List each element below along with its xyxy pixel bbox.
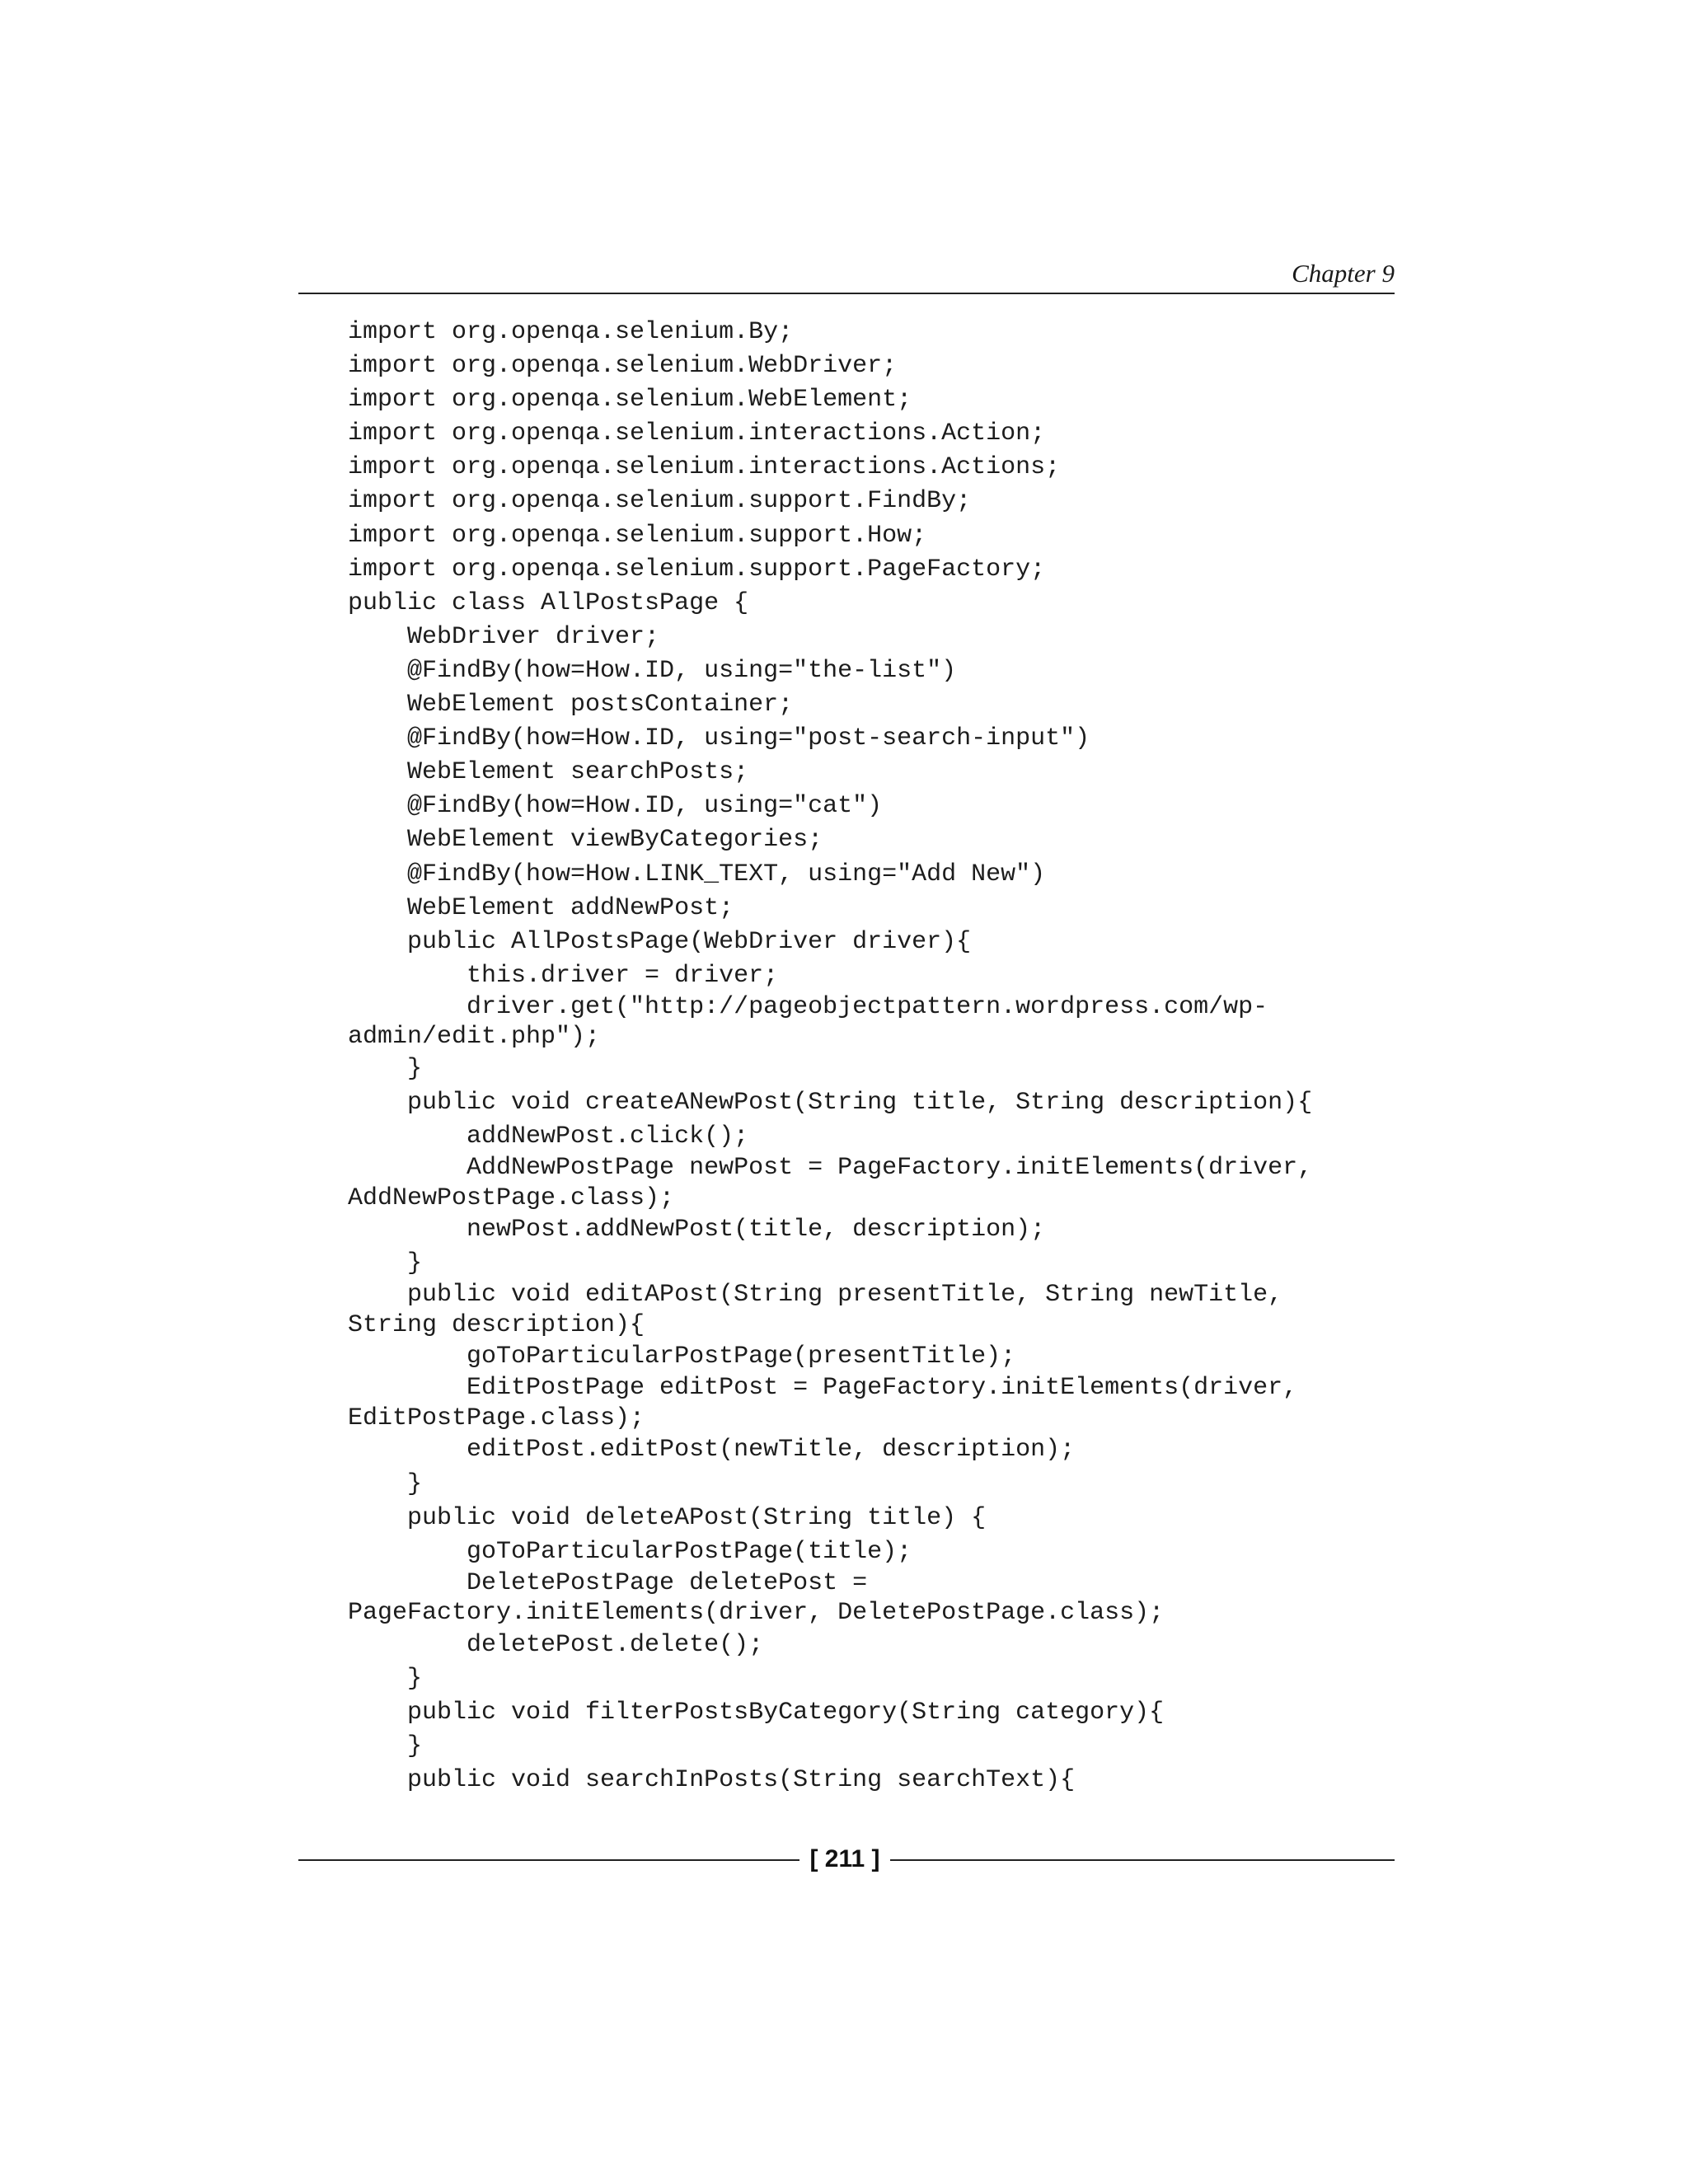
code-line: import org.openqa.selenium.WebDriver; [348, 352, 898, 381]
code-line: } [348, 1664, 423, 1693]
code-line-continuation: String description){ [348, 1310, 645, 1339]
code-line: WebElement postsContainer; [348, 691, 794, 719]
code-line: editPost.editPost(newTitle, description); [348, 1436, 1076, 1465]
code-line: public void searchInPosts(String searchText){ [348, 1766, 1076, 1795]
page-footer [298, 1843, 1395, 1876]
code-line-continuation: AddNewPostPage.class); [348, 1183, 675, 1212]
code-line: addNewPost.click(); [348, 1122, 749, 1151]
code-line: import org.openqa.selenium.support.How; [348, 521, 927, 550]
code-line: import org.openqa.selenium.interactions.Actions; [348, 453, 1061, 482]
header-rule [298, 293, 1395, 294]
code-line: public AllPostsPage(WebDriver driver){ [348, 927, 972, 956]
code-line: public void deleteAPost(String title) { [348, 1503, 987, 1532]
code-line: } [348, 1469, 423, 1498]
footer-rule-left [298, 1859, 799, 1861]
code-line: import org.openqa.selenium.support.PageFactory; [348, 555, 1046, 583]
code-line: deletePost.delete(); [348, 1630, 764, 1659]
code-line: import org.openqa.selenium.By; [348, 318, 794, 346]
code-line-continuation: PageFactory.initElements(driver, DeletePostPage.class); [348, 1599, 1165, 1628]
code-line: @FindBy(how=How.LINK_TEXT, using="Add New") [348, 860, 1046, 888]
code-listing [348, 316, 1386, 1797]
code-line: this.driver = driver; [348, 961, 779, 990]
code-line: EditPostPage editPost = PageFactory.initElements(driver, [348, 1374, 1298, 1403]
code-line: public void editAPost(String presentTitle, String newTitle, [348, 1281, 1283, 1310]
code-line-continuation: EditPostPage.class); [348, 1404, 645, 1432]
code-line-continuation: admin/edit.php"); [348, 1023, 601, 1052]
code-line: goToParticularPostPage(presentTitle); [348, 1343, 1016, 1371]
code-line: driver.get("http://pageobjectpattern.wordpress.com/wp- [348, 992, 1268, 1021]
footer-rule-right [890, 1859, 1395, 1861]
code-line: } [348, 1054, 423, 1083]
code-line: goToParticularPostPage(title); [348, 1537, 912, 1566]
code-line: WebElement searchPosts; [348, 758, 749, 787]
code-line: @FindBy(how=How.ID, using="post-search-input") [348, 724, 1090, 753]
code-line: } [348, 1249, 423, 1278]
chapter-label: Chapter 9 [1292, 259, 1395, 288]
code-line: import org.openqa.selenium.interactions.Action; [348, 419, 1046, 448]
page-header [298, 257, 1395, 293]
code-line: @FindBy(how=How.ID, using="cat") [348, 792, 883, 821]
page-number: [ 211 ] [809, 1845, 880, 1872]
code-line: import org.openqa.selenium.WebElement; [348, 386, 912, 415]
code-line: } [348, 1732, 423, 1761]
code-line: public class AllPostsPage { [348, 588, 749, 617]
code-line: public void filterPostsByCategory(String category){ [348, 1699, 1165, 1727]
code-line: @FindBy(how=How.ID, using="the-list") [348, 656, 957, 685]
code-line: WebElement addNewPost; [348, 893, 734, 922]
code-line: WebElement viewByCategories; [348, 826, 823, 855]
code-line: newPost.addNewPost(title, description); [348, 1216, 1046, 1244]
code-line: AddNewPostPage newPost = PageFactory.initElements(driver, [348, 1154, 1313, 1183]
code-line: public void createANewPost(String title, String description){ [348, 1088, 1313, 1117]
code-line: WebDriver driver; [348, 622, 660, 651]
code-line: DeletePostPage deletePost = [348, 1568, 868, 1597]
code-line: import org.openqa.selenium.support.FindBy; [348, 487, 972, 516]
